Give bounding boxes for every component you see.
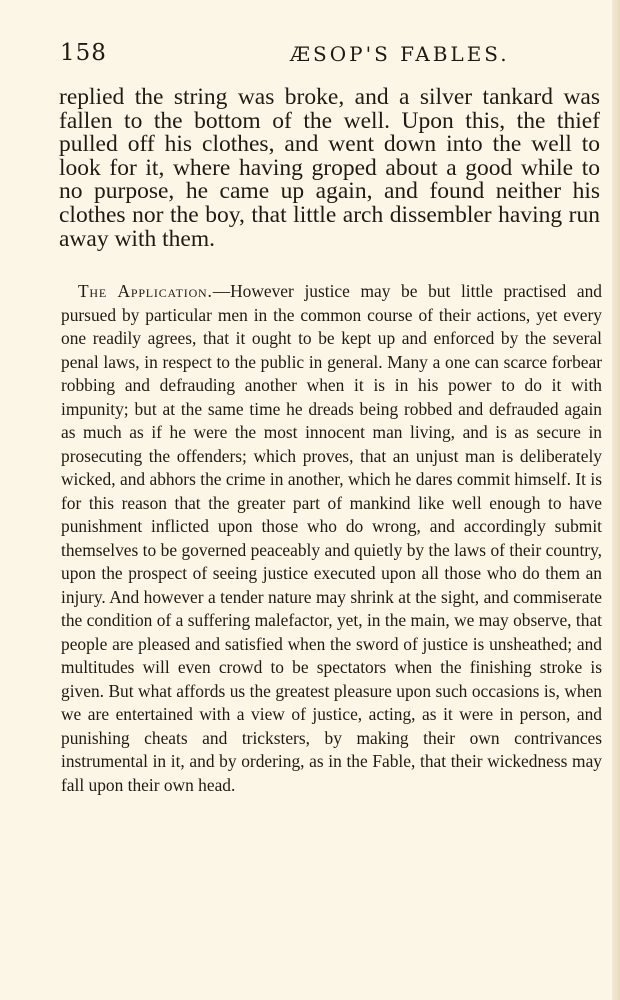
page-number: 158 [60,40,107,66]
application-label: The Application. [78,281,213,301]
running-title: ÆSOP'S FABLES. [290,42,510,66]
page-edge [612,0,620,1000]
application-paragraph [61,280,602,797]
application-text: —However justice may be but little practised and pursued by particular men in the common course of their actions, yet every one readily agrees, that it ought to be kept up and enforced by the several penal laws, in respect to the public in general. Many a one can scarce forbear robbing and defrauding another when it is in his power to do it with impunity; but at the same time he dreads being robbed and defrauded again as much as if he were the most innocent man living, and is as secure in prosecuting the offenders; which proves, that an unjust man is deliberately wicked, and abhors the crime in another, which he dares commit himself. It is for this reason that the greater part of mankind like well enough to have punishment inflicted upon those who do wrong, and accordingly submit themselves to be governed peaceably and quietly by the laws of their country, upon the prospect of seeing justice executed upon all those who do them an injury. And however a tender nature may shrink at the sight, and commiserate the condition of a suffering malefactor, yet, in the main, we may observe, that people are pleased and satisfied when the sword of justice is unsheathed; and multitudes will even crowd to be spectators when the finishing stroke is given. But what affords us the greatest pleasure upon such occasions is, when we are entertained with a view of justice, acting, as it were in person, and punishing cheats and tricksters, by making their own contrivances instrumental in it, and by ordering, as in the Fable, that their wickedness may fall upon their own head. [61,281,603,795]
page-header [60,40,600,74]
story-paragraph: replied the string was broke, and a silver tankard was fallen to the bottom of the well. Upon this, the thief pulled off his clothes, and went down into the well to look for it, where having groped about a good while to no purpose, he came up again, and found neither his clothes nor the boy, that little arch dissembler having run away with them. [59,84,600,252]
